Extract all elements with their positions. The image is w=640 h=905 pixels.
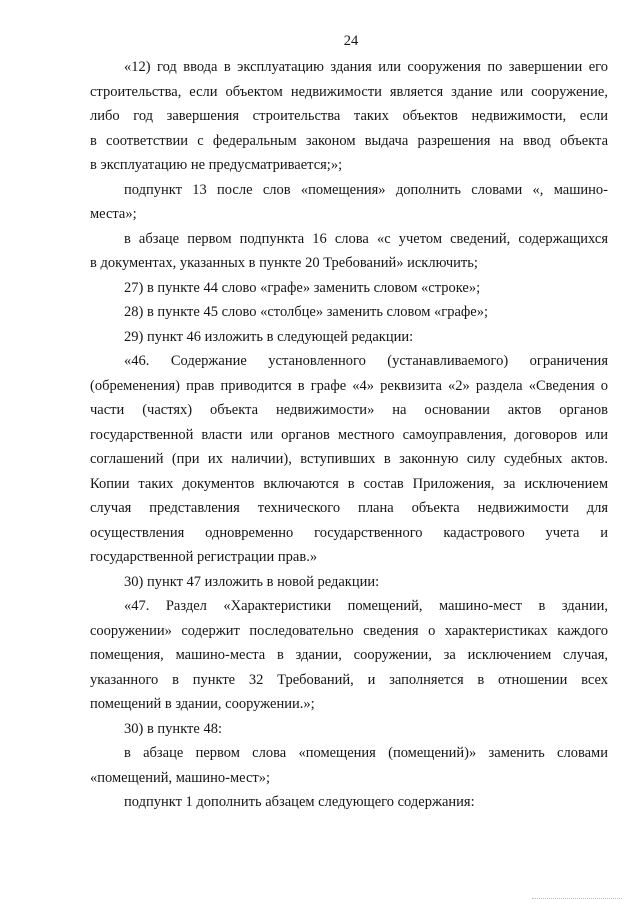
paragraph-p12 [90, 790, 608, 815]
text-line: 27) в пункте 44 слово «графе» заменить словом «строке»; [124, 279, 481, 296]
paragraph-p11 [90, 741, 608, 790]
text-line: 28) в пункте 45 слово «столбце» заменить словом «графе»; [124, 304, 488, 320]
text-line: сооружении» содержит последовательно сведения о характеристиках каждого [90, 622, 608, 639]
text-line: либо год завершения строительства таких объектов недвижимости, если [90, 108, 608, 124]
text-line: подпункт 13 после слов «помещения» дополнить словами «, машино- [124, 181, 608, 198]
text-line: «47. Раздел «Характеристики помещений, машино-мест в здании, [124, 598, 608, 614]
text-line: подпункт 1 дополнить абзацем следующего содержания: [124, 794, 475, 810]
text-line: «12) год ввода в эксплуатацию здания или сооружения по завершении его [124, 59, 608, 75]
paragraph-p7 [90, 349, 608, 570]
text-line: в соответствии с федеральным законом выдача разрешения на ввод объекта [90, 132, 608, 149]
text-line: государственной власти или органов местного самоуправления, договоров или [90, 426, 608, 443]
text-line: 30) в пункте 48: [124, 720, 222, 737]
text-line: случая представления технического плана объекта недвижимости для [90, 500, 608, 516]
paragraph-p10 [90, 717, 608, 742]
document-body [90, 55, 608, 815]
text-line: (обременения) прав приводится в графе «4» реквизита «2» раздела «Сведения о [90, 377, 608, 394]
text-line: государственной регистрации прав.» [90, 549, 318, 565]
paragraph-p9 [90, 594, 608, 717]
text-line: указанного в пункте 32 Требований, и заполняется в отношении всех [90, 671, 608, 688]
text-line: 30) пункт 47 изложить в новой редакции: [124, 573, 380, 590]
text-line: в эксплуатацию не предусматривается;»; [90, 157, 343, 173]
paragraph-p5 [90, 300, 608, 325]
text-line: в документах, указанных в пункте 20 Требований» исключить; [90, 255, 478, 271]
text-line: осуществления одновременно государственного кадастрового учета и [90, 524, 608, 541]
paragraph-p1 [90, 55, 608, 178]
text-line: части (частях) объекта недвижимости» на основании актов органов [90, 402, 608, 418]
text-line: «помещений, машино-мест»; [90, 769, 271, 786]
text-line: Копии таких документов включаются в состав Приложения, за исключением [90, 475, 608, 492]
paragraph-p4 [90, 276, 608, 301]
scan-artifact [532, 898, 622, 901]
page-number: 24 [343, 33, 359, 49]
paragraph-p2 [90, 178, 608, 227]
text-line: места»; [90, 206, 137, 222]
text-line: 29) пункт 46 изложить в следующей редакции: [124, 328, 414, 345]
text-line: «46. Содержание установленного (устанавливаемого) ограничения [124, 353, 608, 369]
text-line: помещения, машино-места в здании, сооружении, за исключением случая, [90, 647, 608, 663]
text-line: помещений в здании, сооружении.»; [90, 696, 315, 712]
paragraph-p6 [90, 325, 608, 350]
text-line: соглашений (при их наличии), вступивших в законную силу судебных актов. [90, 451, 608, 467]
text-line: в абзаце первом слова «помещения (помещений)» заменить словами [124, 745, 608, 761]
text-line: строительства, если объектом недвижимости является здание или сооружение, [90, 83, 608, 100]
text-line: в абзаце первом подпункта 16 слова «с учетом сведений, содержащихся [124, 230, 608, 247]
paragraph-p3 [90, 227, 608, 276]
paragraph-p8 [90, 570, 608, 595]
